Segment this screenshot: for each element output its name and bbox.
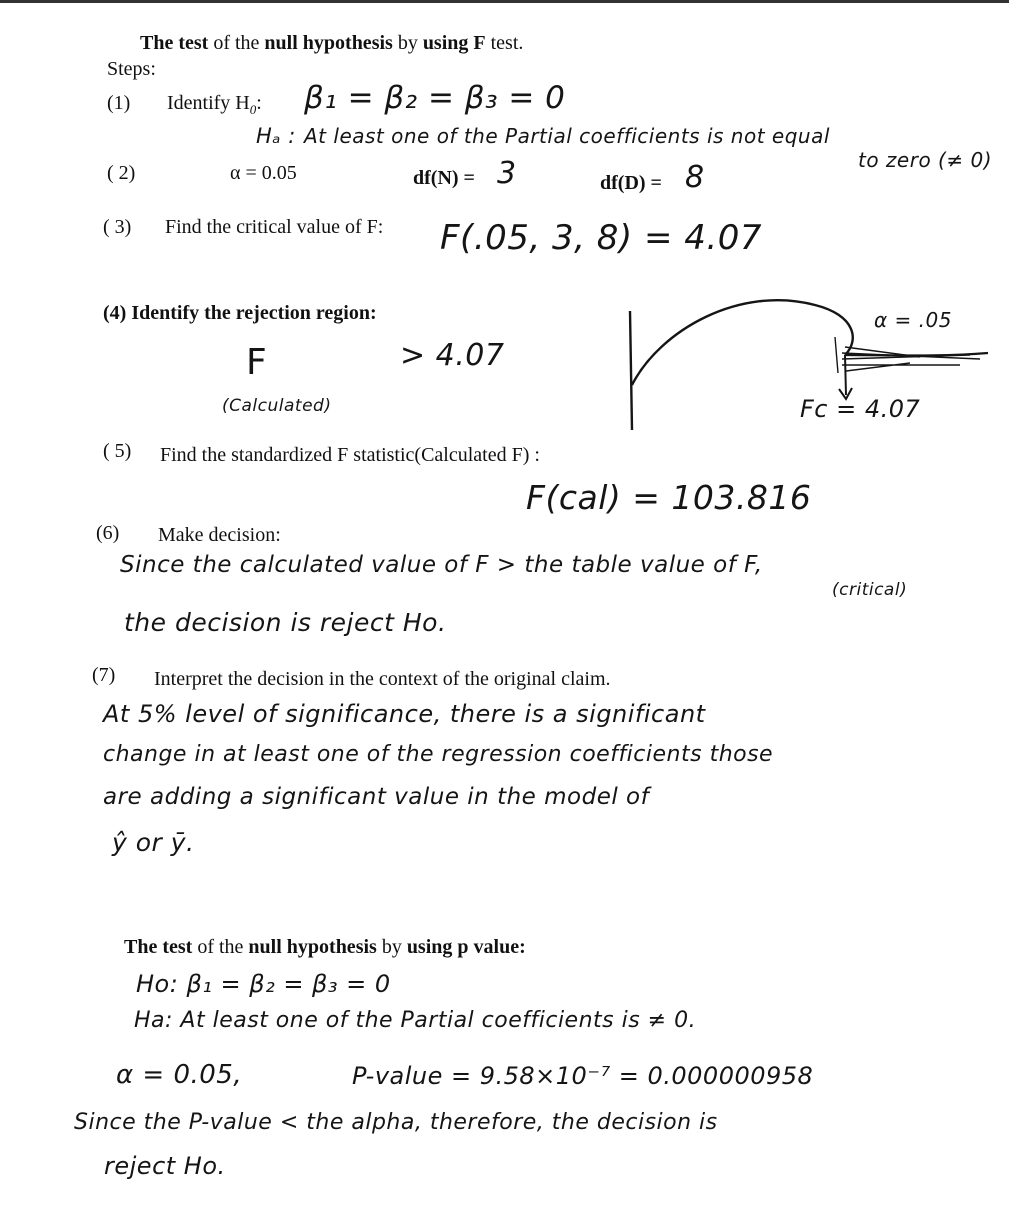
calculated-f-value: F(cal) = 103.816 xyxy=(526,478,812,517)
step-3-number: ( 3) xyxy=(103,216,132,238)
alt-hypothesis-continuation: to zero (≠ 0) xyxy=(858,148,992,172)
rejection-threshold: > 4.07 xyxy=(400,338,505,373)
step-1-label: Identify $H_0$: xyxy=(167,92,262,117)
step-1-number: (1) xyxy=(107,92,131,114)
interpretation-line-4: ŷ or ȳ. xyxy=(112,828,195,857)
step-6-number: (6) xyxy=(96,522,120,544)
alt-hypothesis-handwritten: At least one of the Partial coefficients is not equal xyxy=(304,124,830,148)
ftest-title: The test of the null hypothesis by using F test. xyxy=(140,32,524,54)
rejection-f: F xyxy=(246,342,268,383)
f-distribution-curve xyxy=(632,300,853,385)
interpretation-line-3: are adding a significant value in the model of xyxy=(103,784,650,810)
ptest-null-hypothesis: Ho: β₁ = β₂ = β₃ = 0 xyxy=(136,970,391,998)
null-hypothesis-handwritten: β₁ = β₂ = β₃ = 0 xyxy=(304,80,566,116)
f-distribution-vertical-axis xyxy=(630,311,632,430)
interpretation-line-2: change in at least one of the regression coefficients those xyxy=(103,742,774,767)
alt-hypothesis-label: Hₐ : xyxy=(256,124,296,148)
decision-line-1: Since the calculated value of F > the table value of F, xyxy=(120,552,763,578)
critical-f-value: F(.05, 3, 8) = 4.07 xyxy=(440,218,762,258)
step-5-number: ( 5) xyxy=(103,440,132,462)
step-3-label: Find the critical value of F: xyxy=(165,216,384,238)
df-numerator-label: df(N) = xyxy=(413,167,475,189)
fc-note: Fc = 4.07 xyxy=(800,395,921,423)
df-denominator-value: 8 xyxy=(685,160,705,195)
step-7-number: (7) xyxy=(92,664,116,686)
critical-value-arrow xyxy=(839,355,852,399)
ptest-alt-hypothesis: Ha: At least one of the Partial coefficients is ≠ 0. xyxy=(134,1008,697,1033)
step-5-label: Find the standardized F statistic(Calculated F) : xyxy=(160,444,540,466)
top-border xyxy=(0,0,1009,3)
step-2-number: ( 2) xyxy=(107,162,136,184)
ptest-alpha: α = 0.05, xyxy=(116,1060,243,1090)
alpha-tail-note: α = .05 xyxy=(874,308,952,332)
df-numerator-value: 3 xyxy=(497,156,517,191)
step-4-label: (4) Identify the rejection region: xyxy=(103,302,377,324)
step-7-label: Interpret the decision in the context of the original claim. xyxy=(154,668,611,690)
ptest-decision-line-2: reject Ho. xyxy=(104,1152,226,1180)
interpretation-line-1: At 5% level of significance, there is a significant xyxy=(103,700,706,728)
ptest-pvalue: P-value = 9.58×10⁻⁷ = 0.000000958 xyxy=(352,1062,814,1090)
decision-line-2: the decision is reject Ho. xyxy=(124,608,447,637)
step-6-label: Make decision: xyxy=(158,524,281,546)
calculated-note: (Calculated) xyxy=(222,396,332,416)
df-denominator-label: df(D) = xyxy=(600,172,662,194)
alpha-value: α = 0.05 xyxy=(230,162,297,184)
critical-note: (critical) xyxy=(832,580,908,600)
steps-label: Steps: xyxy=(107,58,156,80)
ptest-title: The test of the null hypothesis by using p value: xyxy=(124,936,526,958)
ptest-decision-line-1: Since the P-value < the alpha, therefore, the decision is xyxy=(74,1110,718,1135)
